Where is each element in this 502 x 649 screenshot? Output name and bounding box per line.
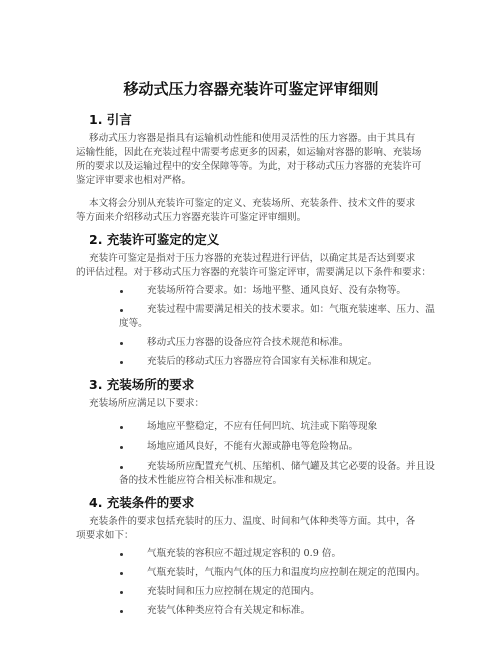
bullet-icon [120,342,123,345]
bullet-icon [120,426,123,429]
list-item: 气瓶充装时，气瓶内气体的压力和温度均应控制在规定的范围内。 [147,567,426,578]
list-item: 移动式压力容器的设备应符合技术规范和标准。 [147,337,349,348]
bullet-icon [120,591,123,594]
section-heading-site: 3. 充装场所的要求 [89,377,195,392]
list-item: 充装时间和压力应控制在规定的范围内。 [147,586,320,597]
document-title: 移动式压力容器充装许可鉴定评审细则 [123,80,379,98]
list-item: 场地应通风良好，不能有火源或静电等危险物品。 [147,441,359,452]
paragraph-line: 本文将会分别从充装许可鉴定的定义、充装场所、充装条件、技术文件的要求 [89,198,416,209]
paragraph-line: 等方面来介绍移动式压力容器充装许可鉴定评审细则。 [76,212,307,223]
section-heading-definition: 2. 充装许可鉴定的定义 [89,232,220,247]
bullet-icon [120,610,123,613]
list-item: 充装气体种类应符合有关规定和标准。 [147,605,311,616]
list-item: 充装后的移动式压力容器应符合国家有关标准和规定。 [147,356,378,367]
bullet-icon [120,309,123,312]
paragraph-line: 移动式压力容器是指具有运输机动性能和使用灵活性的压力容器。由于其具有 [89,133,416,144]
list-item: 场地应平整稳定，不应有任何凹坑、坑洼或下陷等现象 [147,421,378,432]
paragraph-line: 充装许可鉴定是指对于压力容器的充装过程进行评估，以确定其是否达到要求 [89,253,416,264]
paragraph-line: 所的要求以及运输过程中的安全保障等等。为此，对于移动式压力容器的充装许可 [76,161,422,172]
section-heading-intro: 1. 引言 [89,112,132,127]
bullet-icon [120,446,123,449]
bullet-icon [120,553,123,556]
bullet-icon [120,361,123,364]
bullet-icon [120,466,123,469]
bullet-icon [120,572,123,575]
list-item: 充装场所应配置充气机、压缩机、储气罐及其它必要的设备。并且设 [147,461,435,472]
paragraph-line: 的评估过程。对于移动式压力容器的充装许可鉴定评审，需要满足以下条件和要求： [76,267,431,278]
paragraph-line: 充装场所应满足以下要求： [89,398,205,409]
list-item-continuation: 度等。 [119,318,148,329]
paragraph-line: 运输性能，因此在充装过程中需要考虑更多的因素，如运输对容器的影响、充装场 [76,147,422,158]
paragraph-line: 鉴定评审要求也相对严格。 [76,175,192,186]
bullet-icon [120,290,123,293]
list-item: 充装场所符合要求。如：场地平整、通风良好、没有杂物等。 [147,285,407,296]
list-item: 气瓶充装的容积应不超过规定容积的 0.9 倍。 [147,548,342,559]
paragraph-line: 项要求如下： [76,530,134,541]
section-heading-conditions: 4. 充装条件的要求 [89,495,195,510]
list-item-continuation: 备的技术性能应符合相关标准和规定。 [119,475,283,486]
paragraph-line: 充装条件的要求包括充装时的压力、温度、时间和气体种类等方面。其中，各 [89,516,416,527]
list-item: 充装过程中需要满足相关的技术要求。如：气瓶充装速率、压力、温 [147,304,435,315]
